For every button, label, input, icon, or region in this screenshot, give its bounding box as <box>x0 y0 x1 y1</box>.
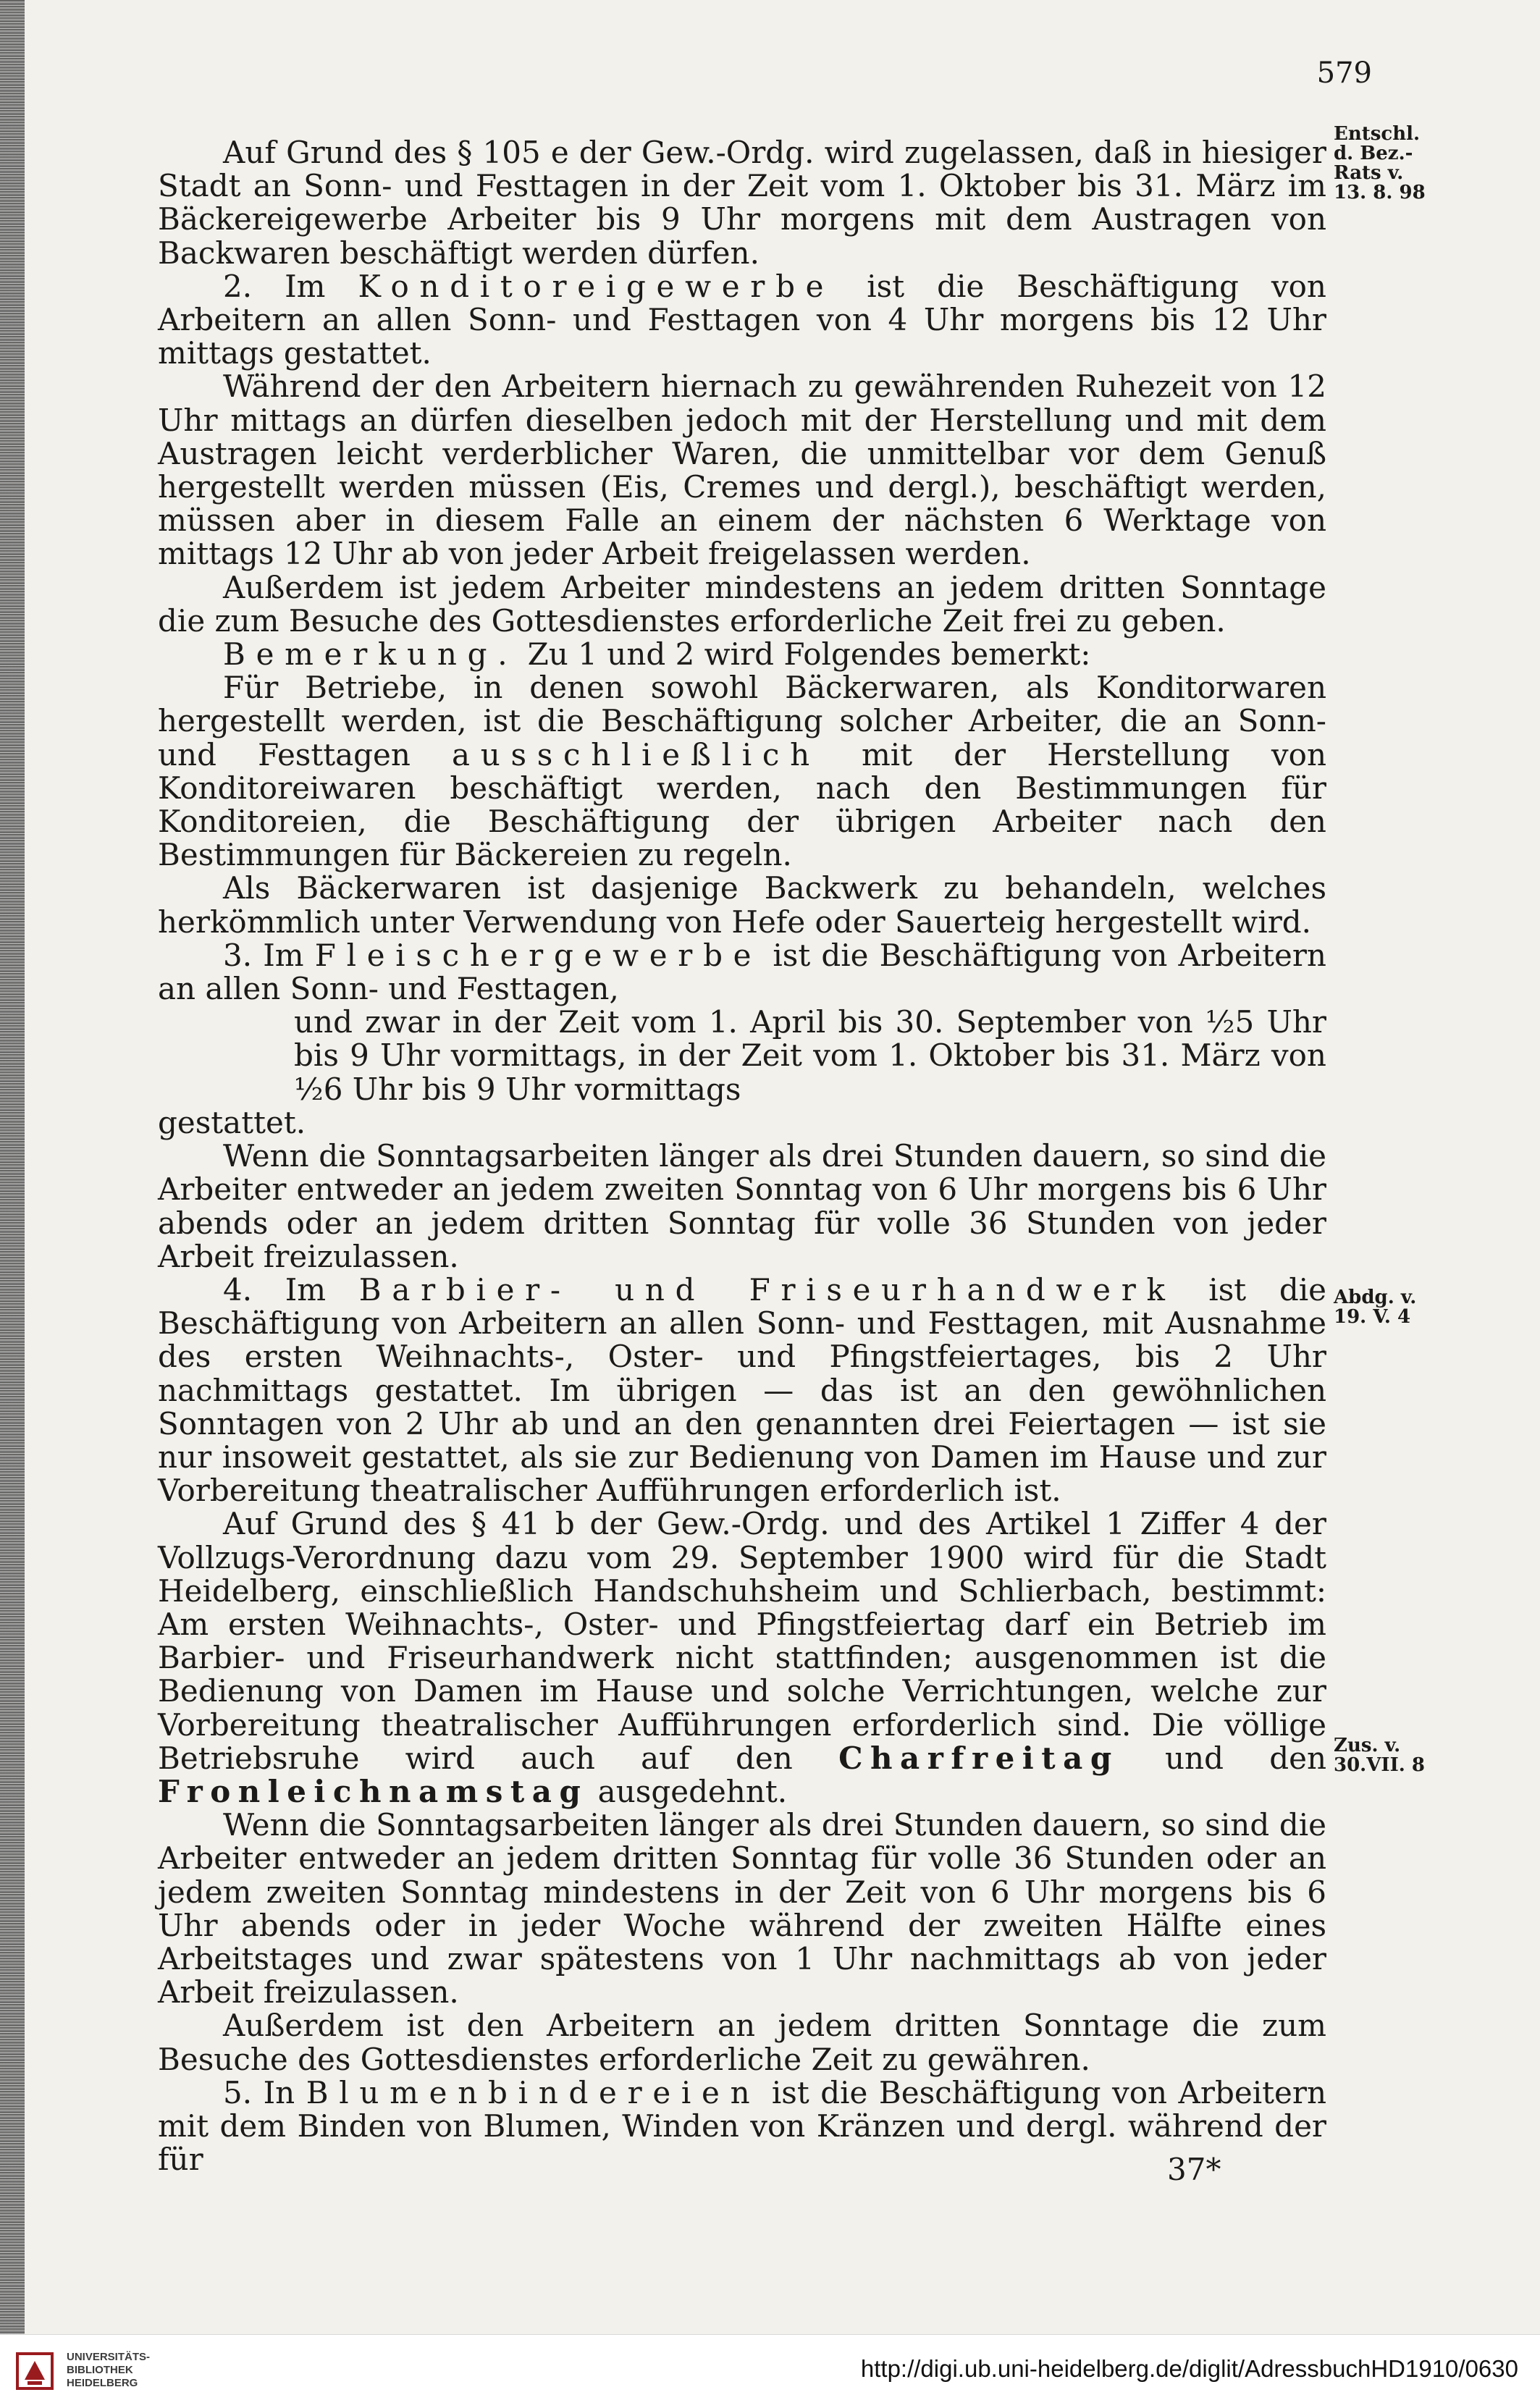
keyword-konditoreigewerbe: Konditoreigewerbe <box>358 268 835 304</box>
margin-note-2: Abdg. v. 19. V. 4 <box>1334 1287 1417 1328</box>
paragraph-13: Auf Grund des § 41 b der Gew.-Ordg. und des Artikel 1 Ziffer 4 der Vollzugs-Verordnung dazu vom 29. September 1900 wird für die Stadt Heidelberg, einschließlich Handschuhsheim und Schlierbach, bestimmt: Am ersten Weihnachts-, Oster- und Pfingstfeiertag darf ein Betrieb im Barbier- und Friseurhandwerk nicht stattfinden; ausgenommen ist die Bedienung von Damen im Hause und solche Verrichtungen, welche zur Vorbereitung theatralischer Aufführungen erforderlich sind. Die völlige Betriebsruhe wird auch auf den Charfreitag und den Fronleichnamstag ausgedehnt. <box>158 1506 1327 1809</box>
keyword-fleischergewerbe: Fleischergewerbe <box>314 937 762 973</box>
paragraph-3: Während der den Arbeitern hiernach zu gewährenden Ruhezeit von 12 Uhr mittags an dürfen dieselben jedoch mit der Herstellung und mit dem Austragen leicht verderblicher Waren, die unmittelbar vor dem Genuß hergestellt werden müssen (Eis, Cremes und dergl.), beschäftigt werden, müssen aber in diesem Falle an einem der nächsten 6 Werktage von mittags 12 Uhr ab von jeder Arbeit freigelassen werden. <box>158 369 1326 572</box>
library-name: UNIVERSITÄTS- BIBLIOTHEK HEIDELBERG <box>67 2351 151 2389</box>
paragraph-16: 5. In Blumenbindereien ist die Beschäftigung von Arbeitern mit dem Binden von Blumen, Winden von Kränzen und dergl. während der für <box>158 2074 1326 2178</box>
source-url-link[interactable]: http://digi.ub.uni-heidelberg.de/diglit/AdressbuchHD1910/0630 <box>860 2355 1518 2382</box>
paragraph-14: Wenn die Sonntagsarbeiten länger als drei Stunden dauern, so sind die Arbeiter entweder an jedem dritten Sonntag für volle 36 Stunden oder an jedem zweiten Sonntag mindestens in der Zeit von 6 Uhr morgens bis 6 Uhr abends oder in jeder Woche während der zweiten Hälfte eines Arbeitstages und zwar spätestens von 1 Uhr nachmittags ab von jeder Arbeit freizulassen. <box>158 1807 1326 2011</box>
footer-bar <box>0 2334 1540 2408</box>
page-signature: 37* <box>1167 2152 1221 2187</box>
keyword-blumenbindereien: Blumenbindereien <box>306 2074 761 2110</box>
keyword-barbier: Barbier- und Friseurhandwerk <box>358 1271 1176 1308</box>
paragraph-6: Für Betriebe, in denen sowohl Bäckerwaren, als Konditorwaren hergestellt werden, ist die Beschäftigung solcher Arbeiter, die an Sonn- und Festtagen ausschließlich mit der Herstellung von Konditoreiwaren beschäftigt werden, nach den Bestimmungen für Konditoreien, die Beschäftigung der übrigen Arbeiter nach den Bestimmungen für Bäckereien zu regeln. <box>158 670 1326 873</box>
paragraph-7: Als Bäckerwaren ist dasjenige Backwerk zu behandeln, welches herkömmlich unter Verwendung von Hefe oder Sauerteig hergestellt wird. <box>158 870 1326 940</box>
paragraph-8: 3. Im Fleischergewerbe ist die Beschäftigung von Arbeitern an allen Sonn- und Festtagen, <box>158 937 1326 1007</box>
paragraph-11: Wenn die Sonntagsarbeiten länger als drei Stunden dauern, so sind die Arbeiter entweder an jedem zweiten Sonntag von 6 Uhr morgens bis 6 Uhr abends oder an jedem dritten Sonntag für volle 36 Stunden von jeder Arbeit freizulassen. <box>158 1138 1326 1274</box>
paragraph-9-inset: und zwar in der Zeit vom 1. April bis 30. September von ½5 Uhr bis 9 Uhr vormittags, in der Zeit vom 1. Oktober bis 31. März von ½6 Uhr bis 9 Uhr vormittags <box>294 1004 1326 1107</box>
scan-edge <box>0 0 25 2407</box>
keyword-bemerkung: Bemerkung. <box>223 636 518 673</box>
library-logo-icon <box>14 2351 55 2391</box>
keyword-charfreitag: Charfreitag <box>838 1740 1119 1776</box>
keyword-ausschliesslich: ausschließlich <box>452 736 820 773</box>
page-number: 579 <box>1316 56 1372 90</box>
margin-note-3: Zus. v. 30.VII. 8 <box>1334 1735 1425 1776</box>
paragraph-4: Außerdem ist jedem Arbeiter mindestens an jedem dritten Sonntage die zum Besuche des Gottesdienstes erforderliche Zeit frei zu geben. <box>158 569 1326 639</box>
paragraph-2: 2. Im Konditoreigewerbe ist die Beschäftigung von Arbeitern an allen Sonn- und Festtagen von 4 Uhr morgens bis 12 Uhr mittags gestattet. <box>158 268 1326 371</box>
keyword-fronleichnamstag: Fronleichnamstag <box>158 1773 589 1809</box>
paragraph-12: 4. Im Barbier- und Friseurhandwerk ist die Beschäftigung von Arbeitern an allen Sonn- und Festtagen, mit Ausnahme des ersten Weihnachts-, Oster- und Pfingstfeiertages, bis 2 Uhr nachmittags gestattet. Im übrigen — das ist an den gewöhnlichen Sonntagen von 2 Uhr ab und an den genannten drei Feiertagen — ist sie nur insoweit gestattet, als sie zur Bedienung von Damen im Hause und zur Vorbereitung theatralischer Aufführungen erforderlich ist. <box>158 1271 1326 1509</box>
margin-note-1: Entschl. d. Bez.- Rats v. 13. 8. 98 <box>1334 123 1426 203</box>
paragraph-remark: Bemerkung. Zu 1 und 2 wird Folgendes bemerkt: <box>223 636 1091 673</box>
paragraph-10: gestattet. <box>158 1104 306 1140</box>
paragraph-15: Außerdem ist den Arbeitern an jedem dritten Sonntage die zum Besuche des Gottesdienstes erforderliche Zeit zu gewähren. <box>158 2008 1326 2077</box>
document-body <box>158 136 1326 2176</box>
paragraph-1: Auf Grund des § 105 e der Gew.-Ordg. wird zugelassen, daß in hiesiger Stadt an Sonn- und Festtagen in der Zeit vom 1. Oktober bis 31. März im Bäckereigewerbe Arbeiter bis 9 Uhr morgens mit dem Austragen von Backwaren beschäftigt werden dürfen. <box>158 135 1326 271</box>
